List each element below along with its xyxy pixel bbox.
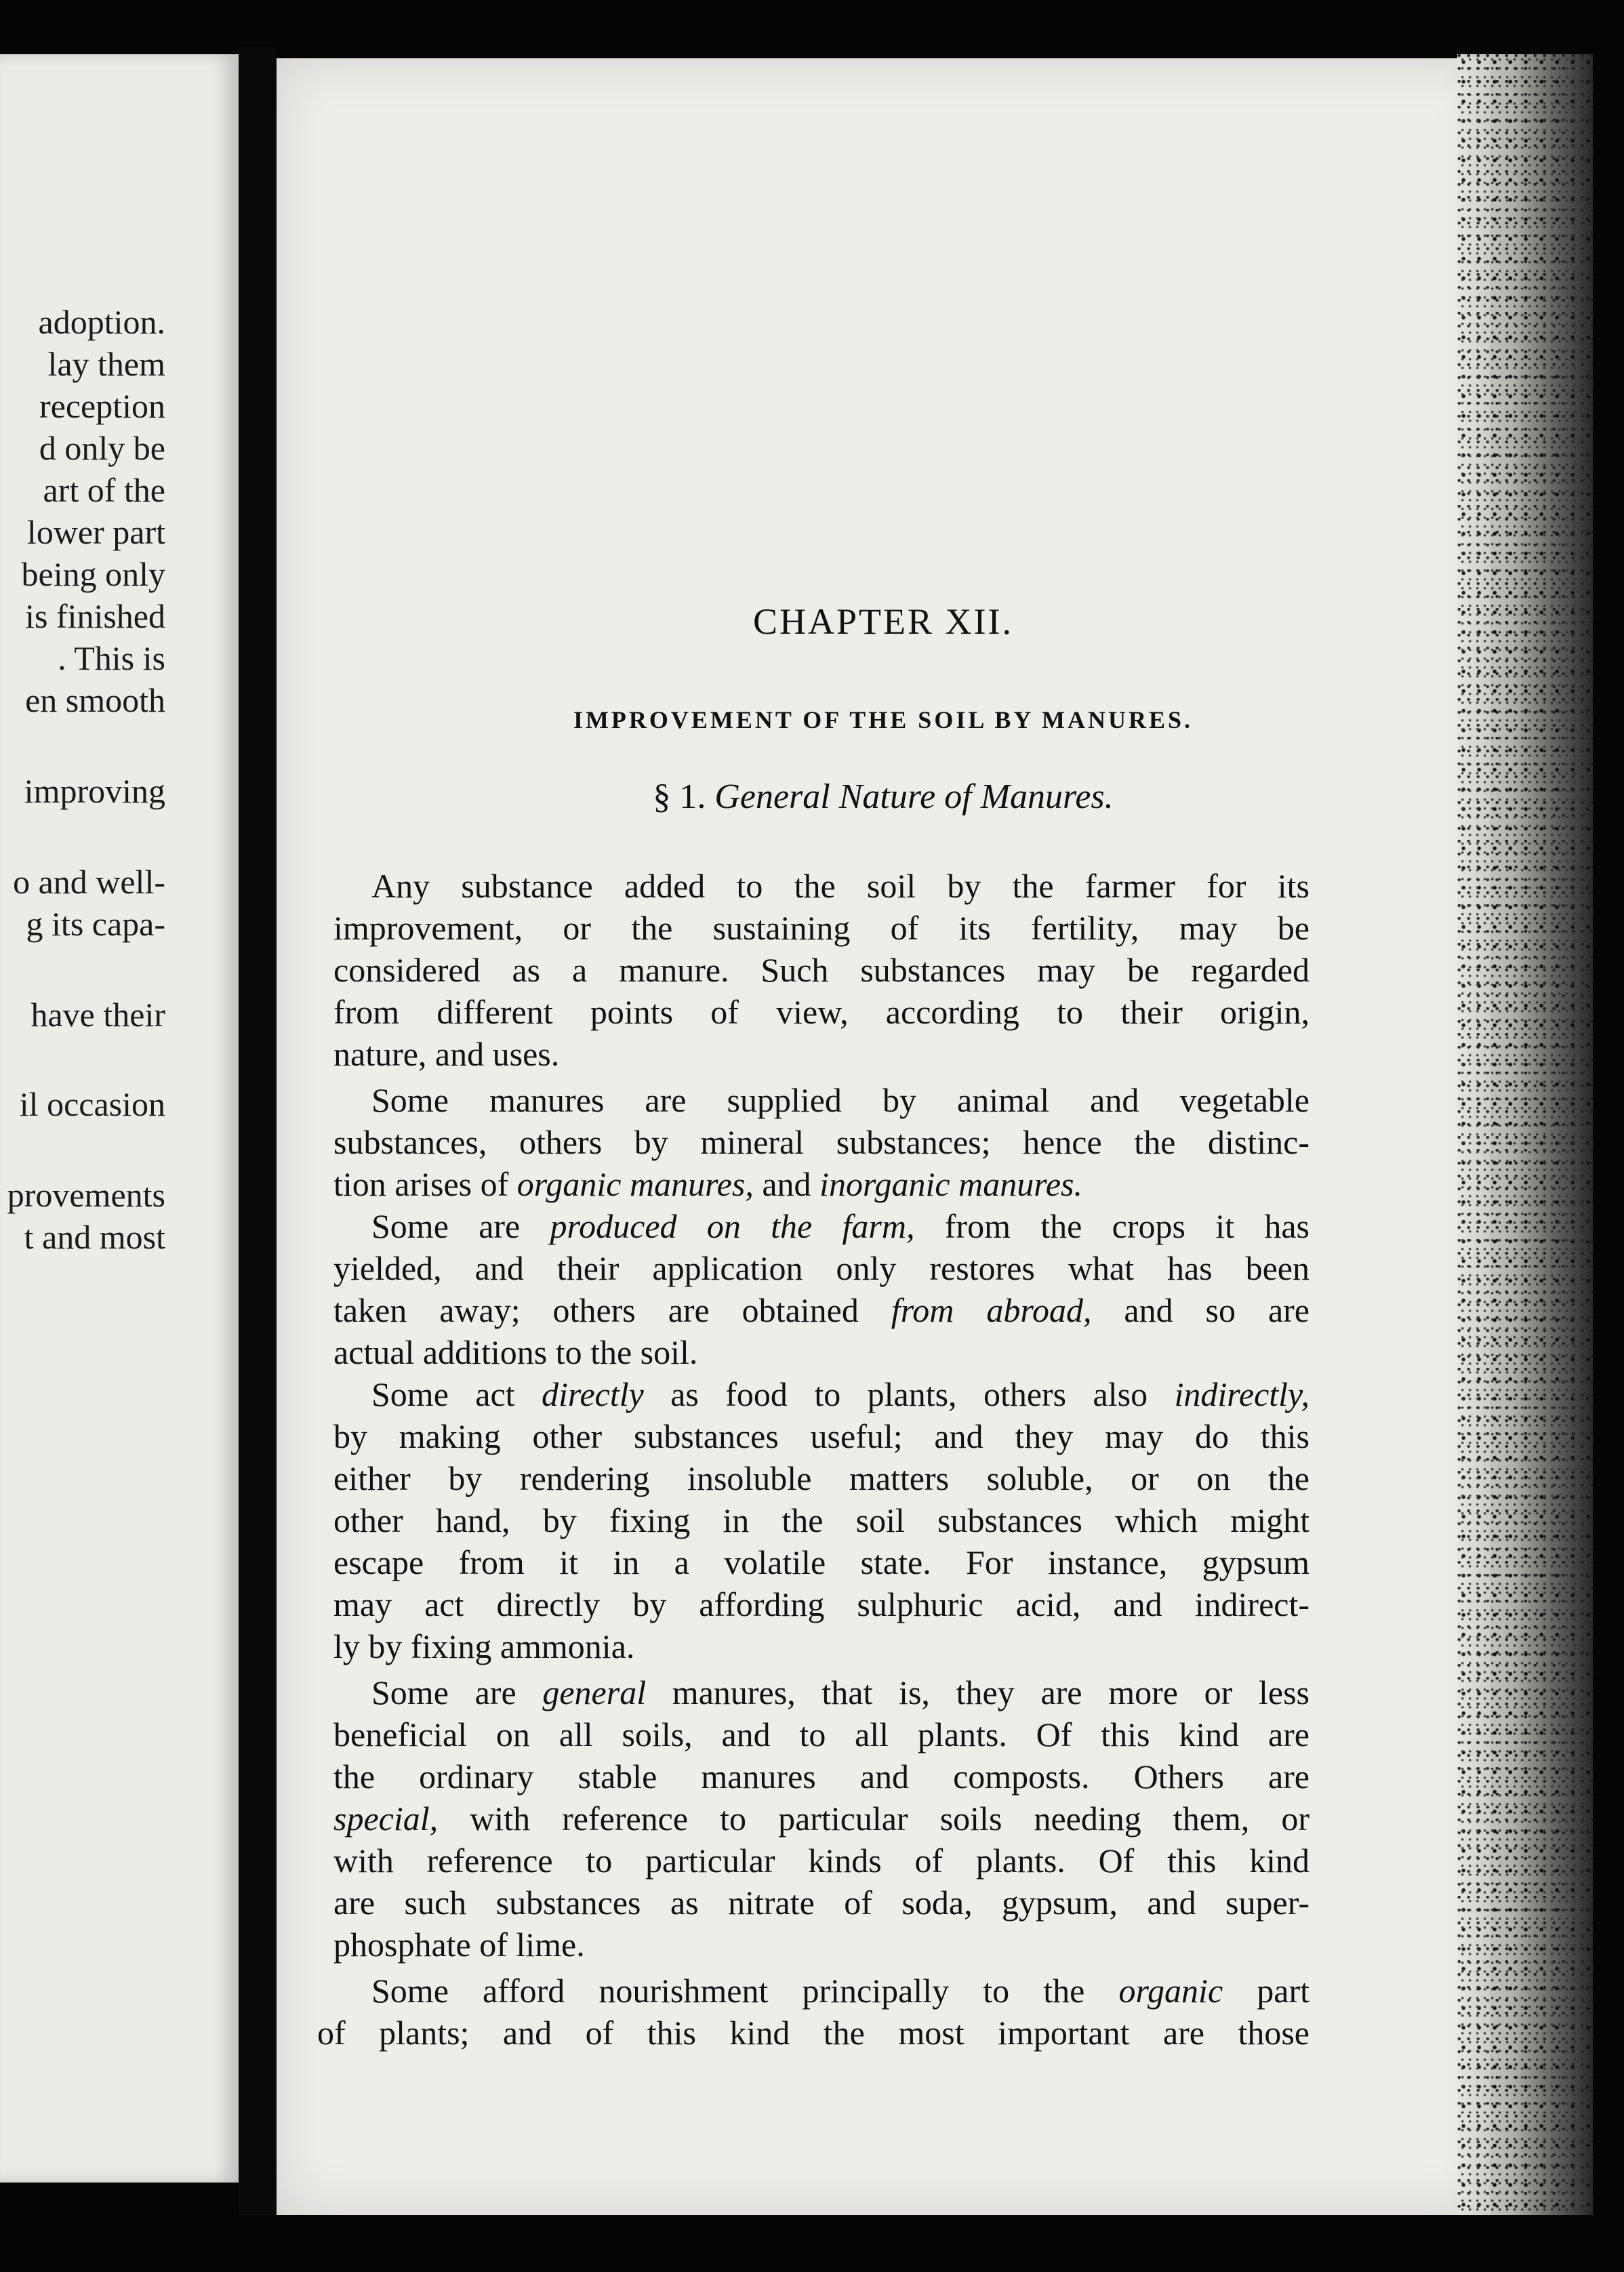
text-run: part [1223,1972,1310,2010]
body-line: phosphate of lime. [333,1926,585,1964]
body-line: with reference to particular kinds of plants. Of this kind [333,1842,1310,1880]
body-line: beneficial on all soils, and to all plants. Of this kind are [333,1716,1310,1753]
body-line: escape from it in a volatile state. For instance, gypsum [333,1543,1310,1581]
chapter-title: CHAPTER XII. [753,601,1013,642]
body-line: actual additions to the soil. [333,1333,698,1371]
italic-run: indirectly, [1174,1375,1310,1413]
body-line [333,1373,1310,1415]
italic-run: general [542,1673,647,1711]
chapter-subtitle: IMPROVEMENT OF THE SOIL BY MANURES. [573,706,1194,733]
body-line: considered as a manure. Such substances may be regarded [333,951,1310,989]
section-title: General Nature of Manures. [714,777,1114,816]
body-line: substances, others by mineral substances; hence the distinc- [333,1123,1310,1161]
left-page-line: art of the [43,471,165,509]
italic-run: directly [541,1375,644,1413]
body-line: from different points of view, according to their origin, [333,993,1310,1031]
italic-run: organic [1118,1972,1223,2010]
body-line [333,1671,1310,1713]
left-page-line: being only [21,555,165,593]
body-line: either by rendering insoluble matters soluble, or on the [333,1459,1310,1497]
body-line: Any substance added to the soil by the farmer for its [371,867,1310,905]
left-page-line: il occasion [19,1085,165,1123]
text-run: Some afford nourishment principally to the [371,1972,1119,2010]
body-line [333,1205,1310,1247]
text-run: from the crops it has [914,1207,1310,1245]
section-number: § 1. [653,777,706,816]
left-page-line: improving [24,772,165,810]
italic-run: organic manures, [516,1165,754,1203]
text-run: taken away; others are obtained [333,1291,891,1329]
left-page-line: reception [39,387,165,425]
text-run: Some are [371,1673,543,1711]
left-page-line: lower part [26,513,165,551]
body-line: Some manures are supplied by animal and vegetable [371,1081,1310,1119]
left-page-line: adoption. [38,303,165,341]
body-line: the ordinary stable manures and composts. Others are [333,1758,1310,1796]
left-page-line: en smooth [25,681,165,719]
left-page-line: is finished [25,597,165,635]
page-edge-speckle [1457,54,1593,2216]
italic-run: from abroad, [891,1291,1092,1329]
body-line [333,1163,1310,1205]
body-line: ly by fixing ammonia. [333,1627,635,1665]
body-line: yielded, and their application only restores what has been [333,1249,1310,1287]
body-line: improvement, or the sustaining of its fertility, may be [333,909,1310,947]
book-gutter [239,47,277,2216]
body-line [333,1970,1310,2012]
left-page-line: g its capa- [26,905,165,943]
body-line: may act directly by affording sulphuric acid, and indirect- [333,1585,1310,1623]
body-line: other hand, by fixing in the soil substances which might [333,1501,1310,1539]
italic-run: produced on the farm, [550,1207,915,1245]
body-line [333,1798,1310,1840]
section-heading [277,777,1490,817]
body-line: nature, and uses. [333,1035,560,1073]
text-run: Some act [371,1375,542,1413]
body-line: are such substances as nitrate of soda, gypsum, and super- [333,1884,1310,1922]
left-page-line: . This is [58,639,165,677]
book-page [277,58,1490,2215]
left-page-line: d only be [39,429,165,467]
left-page-line: have their [31,996,165,1034]
italic-run: special, [333,1800,439,1838]
scan-bottom-border [0,2215,1624,2272]
body-line: by making other substances useful; and they may do this [333,1417,1310,1455]
text-run: manures, that is, they are more or less [646,1673,1310,1711]
left-page-line: o and well- [13,863,165,901]
previous-page-fragment [0,54,239,2183]
text-run: with reference to particular soils needing them, or [438,1800,1310,1838]
text-run: and so are [1091,1291,1310,1329]
text-run: as food to plants, others also [643,1375,1175,1413]
italic-run: inorganic manures. [819,1165,1082,1203]
body-line [333,1289,1310,1331]
left-page-line: lay them [47,345,165,383]
body-line: of plants; and of this kind the most important are those [317,2014,1310,2052]
text-run: and [753,1165,820,1203]
text-run: Some are [371,1207,550,1245]
left-page-line: provements [7,1176,165,1214]
left-page-line: t and most [24,1218,165,1256]
text-run: tion arises of [333,1165,517,1203]
